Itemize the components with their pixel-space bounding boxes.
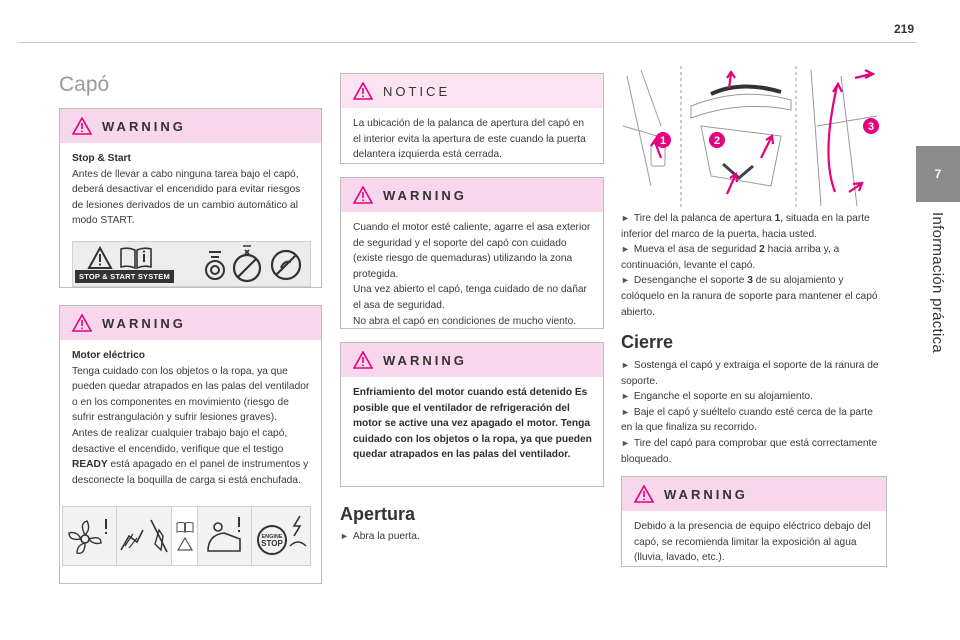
engine-stop-pictogram bbox=[252, 507, 310, 565]
engine-stop-icon bbox=[252, 512, 310, 560]
warning-label: WARNING bbox=[102, 315, 186, 331]
opening-step-2: ► Mueva el asa de seguridad 2 hacia arriba y, a continuación, levante el capó. bbox=[621, 244, 840, 271]
step-arrow-icon: ► bbox=[621, 275, 630, 286]
fan-icon bbox=[65, 513, 115, 559]
step-arrow-icon: ► bbox=[621, 391, 630, 402]
warning-box-hot-engine bbox=[340, 177, 604, 329]
apertura-step-1: ► Abra la puerta. bbox=[340, 531, 420, 542]
engine-hood-icon bbox=[202, 513, 246, 559]
step-arrow-icon: ► bbox=[621, 244, 630, 255]
box-text: Cuando el motor esté caliente, agarre el asa exterior de seguridad y el soporte del capó con cuidado (existe riesgo de quemaduras) utilizando la zona protegida. bbox=[353, 222, 591, 280]
warning-icon bbox=[72, 117, 92, 135]
warning-icon bbox=[353, 186, 373, 204]
step-arrow-icon: ► bbox=[621, 437, 630, 448]
stop-start-pictogram-strip bbox=[72, 241, 311, 287]
warning-header bbox=[60, 306, 321, 340]
opening-steps bbox=[621, 211, 887, 320]
hood-opening-illustration bbox=[621, 66, 885, 208]
closing-step-1: ► Sostenga el capó y extraiga el soporte de la ranura de soporte. bbox=[621, 360, 879, 387]
warning-icon bbox=[177, 537, 193, 551]
warning-label: WARNING bbox=[664, 486, 748, 502]
no-touch-icon bbox=[231, 244, 263, 284]
fan-pictogram bbox=[63, 507, 117, 565]
ready-indicator: READY bbox=[72, 459, 108, 471]
tie-icon bbox=[147, 516, 171, 556]
engine-stop-line1: ENGINE bbox=[261, 534, 283, 541]
warning-label: WARNING bbox=[383, 187, 467, 203]
chapter-label: Información práctica bbox=[929, 212, 946, 354]
warning-box-stop-start bbox=[59, 108, 322, 288]
closing-step-4: ► Tire del capó para comprobar que está correctamente bloqueado. bbox=[621, 437, 878, 465]
warning-header bbox=[622, 477, 886, 511]
notice-header bbox=[341, 74, 603, 108]
cierre-title: Cierre bbox=[621, 332, 674, 352]
manual-book-icon bbox=[119, 246, 153, 270]
page-number: 219 bbox=[893, 22, 914, 36]
closing-step-2: ► Enganche el soporte en su alojamiento. bbox=[621, 391, 813, 403]
box-text: No abra el capó en condiciones de mucho viento. bbox=[353, 315, 577, 327]
closing-steps bbox=[621, 358, 887, 467]
chapter-tab[interactable] bbox=[916, 146, 960, 202]
manual-book-icon bbox=[176, 521, 194, 533]
electric-motor-pictogram-strip bbox=[62, 506, 311, 566]
closing-step-3: ► Baje el capó y suéltelo cuando esté cerca de la parte en la que finaliza su recorrido. bbox=[621, 406, 873, 434]
illustration-label-2: 2 bbox=[713, 135, 721, 147]
section-title: Capó bbox=[59, 73, 110, 96]
illustration-label-1: 1 bbox=[659, 135, 667, 147]
box-text: Debido a la presencia de equipo eléctrico debajo del capó, se recomienda limitar la exposición al agua (lluvia, lavado, etc.). bbox=[634, 521, 871, 564]
box-text: está apagado en el panel de instrumentos y desconecte la boquilla de carga si está enchufada. bbox=[72, 459, 309, 486]
box-text: Antes de realizar cualquier trabajo bajo el capó, desactive el encendido, verifique que el testigo bbox=[72, 427, 288, 455]
chapter-number: 7 bbox=[934, 167, 942, 181]
warning-header bbox=[341, 343, 603, 377]
box-title: Motor eléctrico bbox=[72, 350, 146, 361]
opening-step-1: ► Tire del la palanca de apertura 1, situada en la parte inferior del marco de la puerta, hacia usted. bbox=[621, 213, 870, 240]
warning-box-cooling-fan bbox=[340, 342, 604, 487]
step-arrow-icon: ► bbox=[621, 406, 630, 417]
stop-start-label: STOP & START SYSTEM bbox=[75, 270, 174, 283]
engine-stop-line2: STOP bbox=[261, 539, 283, 549]
warning-icon bbox=[72, 314, 92, 332]
box-text: Una vez abierto el capó, tenga cuidado de no dañar el asa de seguridad. bbox=[353, 284, 587, 311]
warning-label: WARNING bbox=[383, 352, 467, 368]
hand-tie-pictogram bbox=[117, 507, 172, 565]
warning-header bbox=[341, 178, 603, 212]
no-hand-icon bbox=[269, 248, 303, 282]
belt-icon bbox=[203, 248, 227, 282]
warning-icon bbox=[87, 246, 113, 270]
box-text: Antes de llevar a cabo ninguna tarea bajo el capó, deberá desactivar el encendido para evitar riesgos de lesiones derivados de un cambio automático al modo START. bbox=[72, 168, 301, 227]
warning-icon bbox=[353, 82, 373, 100]
warning-icon bbox=[353, 351, 373, 369]
box-text: Tenga cuidado con los objetos o la ropa, ya que pueden quedar atrapados en las palas del ventilador o en los componentes en movimiento (riesgo de sufrir estrangulación y sufrir lesiones graves). bbox=[72, 365, 310, 424]
box-text: Enfriamiento del motor cuando está detenido Es posible que el ventilador de refrigeración del motor se active una vez apagado el motor. Tenga cuidado con los objetos o la ropa, ya que pueden quedar atrapados en las palas del ventilador. bbox=[353, 387, 592, 461]
engine-hood-pictogram bbox=[198, 507, 252, 565]
warning-label: WARNING bbox=[102, 118, 186, 134]
step-arrow-icon: ► bbox=[621, 360, 630, 370]
warning-header bbox=[60, 109, 321, 143]
warning-box-electric-motor bbox=[59, 305, 322, 584]
step-arrow-icon: ► bbox=[621, 213, 630, 223]
warning-icon bbox=[634, 485, 654, 503]
hand-icon bbox=[117, 516, 147, 556]
step-arrow-icon: ► bbox=[340, 531, 349, 541]
box-text: La ubicación de la palanca de apertura del capó en el interior evita la apertura de este cuando la puerta delantera izquierda está cerrada. bbox=[353, 118, 586, 161]
notice-label: NOTICE bbox=[383, 83, 451, 99]
warning-box-water bbox=[621, 476, 887, 567]
opening-step-3: ► Desenganche el soporte 3 de su alojamiento y colóquelo en la ranura de soporte para mantener el capó abierto. bbox=[621, 275, 878, 318]
notice-box bbox=[340, 73, 604, 164]
apertura-title: Apertura bbox=[340, 504, 416, 524]
manual-warning-pictogram bbox=[172, 507, 197, 565]
box-title: Stop & Start bbox=[72, 153, 131, 164]
top-rule bbox=[18, 42, 916, 43]
illustration-label-3: 3 bbox=[867, 121, 875, 133]
